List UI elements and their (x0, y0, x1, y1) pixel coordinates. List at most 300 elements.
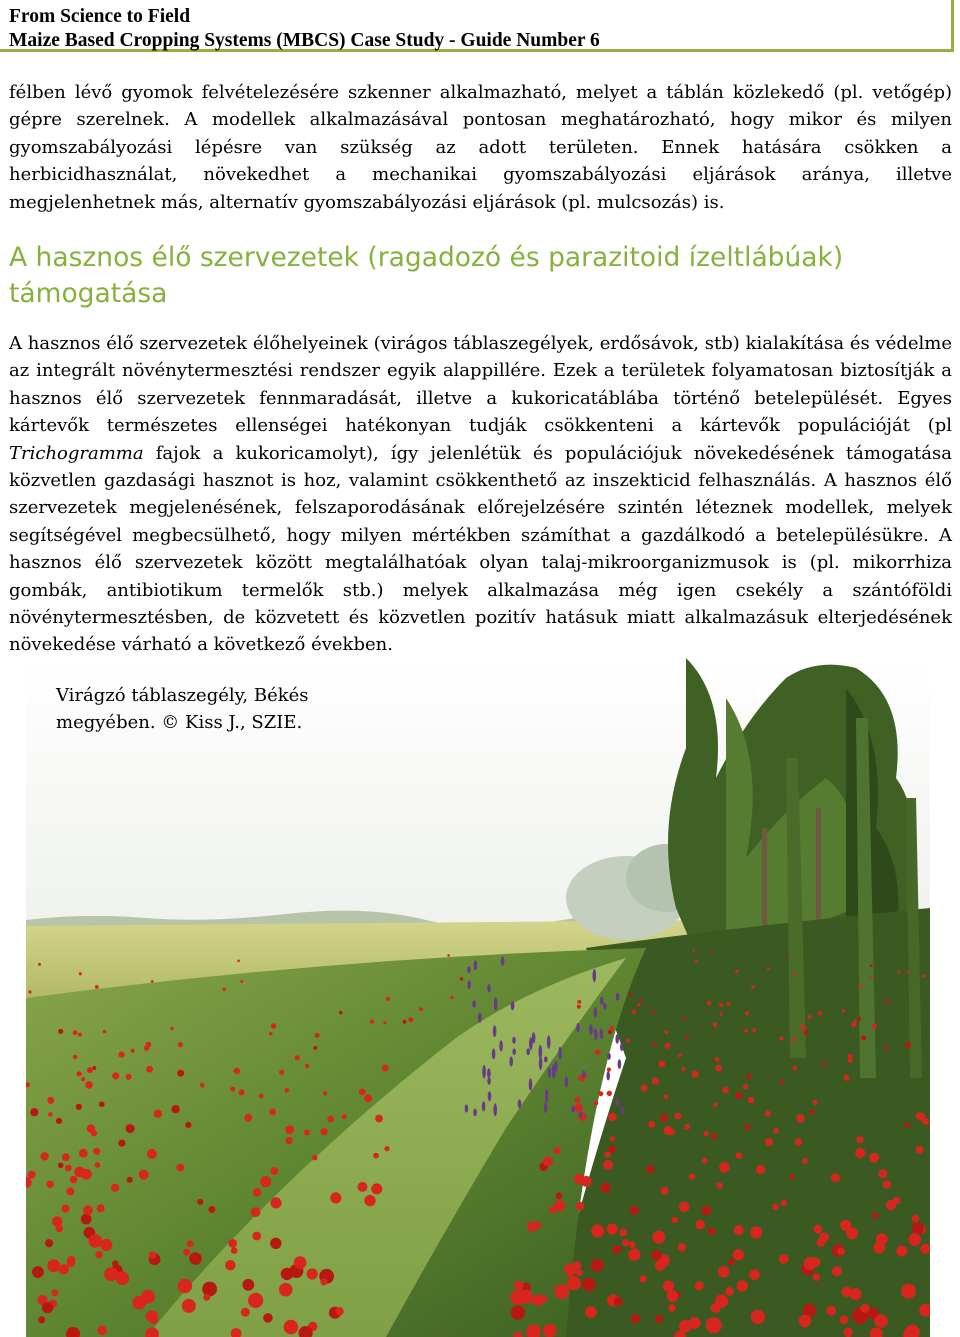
poppy-flower (230, 1087, 235, 1092)
purple-flower (488, 1091, 492, 1101)
poppy-flower (667, 1290, 679, 1302)
poppy-flower (631, 1314, 640, 1323)
purple-flower (606, 1071, 610, 1080)
poppy-flower (725, 1287, 734, 1296)
poppy-flower (651, 1250, 661, 1260)
poppy-flower (629, 1242, 635, 1248)
poppy-flower (154, 1110, 162, 1118)
poppy-flower (202, 1282, 217, 1297)
purple-flower (548, 1067, 552, 1077)
purple-flower (501, 956, 505, 965)
poppy-flower (79, 1169, 86, 1176)
poppy-flower (146, 1310, 158, 1322)
figure-caption (56, 682, 356, 737)
poppy-flower (916, 1146, 924, 1154)
poppy-flower (203, 1294, 210, 1301)
poppy-flower (745, 1011, 749, 1015)
poppy-flower (715, 1057, 720, 1062)
poppy-flower (178, 1279, 192, 1293)
poppy-flower (804, 1030, 809, 1035)
poppy-flower (370, 1020, 374, 1024)
purple-flower (582, 1070, 586, 1078)
poppy-flower (38, 1316, 45, 1323)
poppy-flower (679, 1202, 689, 1212)
poppy-flower (886, 1200, 896, 1210)
poppy-flower (384, 1146, 389, 1151)
body-paragraph-weeds: félben lévő gyomok felvételezésére szkenner alkalmazható, melyet a táblán közlekedő (pl. vetőgép) gépre szerelnek. A modellek alkalmazásával pontosan meghatározható, hogy mikor és milyen gyomszabályozási lépésre van szükség az adott területen. Ennek hatására csökken a herbicidhasználat, növekedhet a mechanikai gyomszabályozási eljárások aránya, illetve megjelenhetnek más, alternatív gyomszabályozási eljárások (pl. mulcsozás) is. (9, 82, 952, 213)
purple-flower (467, 966, 471, 973)
poppy-flower (144, 1045, 149, 1050)
poppy-flower (58, 1163, 64, 1169)
paragraph-text-part2: fajok a kukoricamolyt), így jelenlétük és populációjuk növekedésének támogatása közvetlen gazdasági hasznot is hoz, valamint csökkenthető az inszekticid felhasználás. A hasznos élő szervezetek megjelenésének, felszaporodásának előrejelzésére szintén léteznek modellek, melyek segítségével megbecsülhető, hogy milyen mértékben számíthat a gazdálkodó a betelepülésükre. A hasznos élő szervezetek között megtalálhatóak olyan talaj-mikroorganizmusok is (pl. mikorrhiza gombák, antibiotikum termelők stb.) melyek alkalmazása még igen csekély a szántóföldi növénytermesztésben, de közvetett és közvetlen pozitív hatásuk miatt alkalmazásuk elterjedésének növekedése várható a következő években. (9, 442, 952, 656)
purple-flower (526, 1048, 530, 1055)
poppy-flower (832, 1266, 842, 1276)
poppy-flower (271, 1023, 276, 1028)
poppy-flower (601, 1183, 611, 1193)
poppy-flower (575, 1097, 581, 1103)
poppy-flower (95, 1162, 101, 1168)
poppy-flower (811, 1257, 821, 1267)
poppy-flower (608, 1113, 617, 1122)
poppy-flower (323, 1091, 328, 1096)
poppy-flower (672, 1217, 678, 1223)
poppy-flower (591, 1224, 604, 1237)
poppy-flower (382, 1065, 389, 1072)
poppy-flower (270, 1238, 281, 1249)
poppy-flower (640, 999, 643, 1002)
poppy-flower (922, 975, 925, 978)
poppy-flower (87, 1125, 95, 1133)
poppy-flower (807, 1015, 811, 1019)
poppy-flower (652, 1231, 665, 1244)
poppy-flower (752, 1028, 756, 1032)
poppy-flower (170, 1027, 173, 1030)
poppy-flower (228, 1239, 237, 1248)
poppy-flower (553, 1147, 560, 1154)
poppy-flower (237, 960, 240, 963)
poppy-flower (837, 1248, 845, 1256)
poppy-flower (661, 1187, 669, 1195)
poppy-flower (52, 1216, 62, 1226)
poppy-flower (78, 1033, 82, 1037)
poppy-flower (177, 1070, 184, 1077)
poppy-flower (683, 1017, 686, 1020)
poppy-flower (270, 1197, 281, 1208)
poppy-flower (719, 1013, 722, 1016)
poppy-flower (843, 1075, 849, 1081)
purple-flower (620, 1043, 624, 1051)
poppy-flower (874, 1314, 888, 1328)
poppy-flower (901, 1284, 916, 1299)
poppy-flower (751, 986, 754, 989)
poppy-flower (85, 1081, 93, 1089)
poppy-flower (97, 1204, 105, 1212)
poppy-flower (813, 1225, 822, 1234)
poppy-flower (460, 977, 463, 980)
poppy-flower (780, 1080, 784, 1084)
purple-flower (472, 1000, 476, 1007)
poppy-flower (519, 1290, 533, 1304)
poppy-flower (576, 1202, 585, 1211)
poppy-flower (47, 1097, 54, 1104)
poppy-flower (774, 1128, 779, 1133)
poppy-flower (532, 1295, 543, 1306)
poppy-flower (696, 1220, 706, 1230)
poppy-flower (779, 1036, 783, 1040)
purple-flower (594, 1007, 598, 1017)
poppy-flower (715, 1065, 722, 1072)
poppy-flower (674, 1113, 681, 1120)
poppy-flower (93, 1148, 100, 1155)
poppy-flower (748, 1097, 755, 1104)
poppy-flower (567, 1276, 581, 1290)
poppy-flower (225, 1260, 235, 1270)
poppy-flower (576, 1269, 583, 1276)
poppy-flower (104, 1267, 118, 1281)
poppy-flower (912, 1222, 924, 1234)
poppy-flower (304, 1130, 310, 1136)
poppy-flower (185, 1122, 191, 1128)
poppy-flower (781, 1200, 787, 1206)
poppy-flower (79, 1149, 88, 1158)
caption-line-1: Virágzó táblaszegély, Békés (56, 685, 309, 706)
purple-flower (518, 1099, 522, 1108)
poppy-flower (735, 1092, 742, 1099)
poppy-flower (695, 960, 698, 963)
poppy-flower (660, 1114, 668, 1122)
poppy-flower (58, 1029, 63, 1034)
poppy-flower (577, 1005, 581, 1009)
poppy-flower (307, 1268, 318, 1279)
poppy-flower (870, 964, 873, 967)
poppy-flower (111, 1184, 119, 1192)
poppy-flower (692, 1071, 699, 1078)
poppy-flower (801, 1025, 806, 1030)
poppy-flower (103, 1030, 107, 1034)
poppy-flower (665, 1031, 669, 1035)
poppy-flower (269, 1032, 273, 1036)
poppy-flower (66, 1187, 74, 1195)
poppy-flower (279, 1283, 293, 1297)
poppy-flower (684, 1124, 690, 1130)
poppy-flower (848, 1289, 855, 1296)
poppy-flower (112, 1072, 119, 1079)
poppy-flower (248, 1293, 263, 1308)
poppy-flower (628, 1249, 640, 1261)
poppy-flower (869, 1153, 879, 1163)
poppy-flower (839, 1316, 848, 1325)
poppy-flower (872, 1213, 878, 1219)
poppy-flower (719, 1003, 723, 1007)
purple-flower (493, 1103, 497, 1116)
poppy-flower (629, 993, 633, 997)
purple-flower (547, 1035, 551, 1049)
poppy-flower (62, 1205, 70, 1213)
poppy-flower (896, 1245, 907, 1256)
poppy-flower (639, 1275, 646, 1282)
poppy-flower (339, 1011, 343, 1015)
poppy-flower (765, 1111, 771, 1117)
poppy-flower (792, 1038, 796, 1042)
poppy-flower (28, 990, 31, 993)
purple-flower (554, 1061, 558, 1072)
poppy-flower (695, 1281, 704, 1290)
poppy-flower (514, 1281, 523, 1290)
purple-flower (600, 996, 604, 1005)
poppy-flower (756, 1165, 765, 1174)
purple-flower (620, 1107, 624, 1114)
poppy-flower (65, 1165, 72, 1172)
poppy-flower (646, 1165, 654, 1173)
poppy-flower (655, 1315, 663, 1323)
poppy-flower (856, 1136, 863, 1143)
poppy-flower (765, 1138, 773, 1146)
poppy-flower (149, 1252, 156, 1259)
poppy-flower (81, 1214, 92, 1225)
poppy-flower (851, 1022, 856, 1027)
poppy-flower (658, 1061, 665, 1068)
poppy-flower (810, 1110, 815, 1115)
poppy-flower (610, 1026, 614, 1030)
poppy-flower (386, 997, 390, 1001)
poppy-flower (793, 973, 796, 976)
poppy-flower (734, 1225, 744, 1235)
poppy-flower (716, 1183, 722, 1189)
poppy-flower (614, 1297, 623, 1306)
poppy-flower (383, 1021, 386, 1024)
poppy-flower (239, 1089, 245, 1095)
poppy-flower (630, 1206, 639, 1215)
poppy-flower (885, 999, 889, 1003)
poppy-flower (76, 1104, 82, 1110)
poppy-flower (371, 1183, 382, 1194)
poppy-flower (722, 1087, 729, 1094)
poppy-flower (556, 1192, 563, 1199)
poppy-flower (812, 1100, 817, 1105)
poppy-flower (131, 1049, 135, 1053)
poppy-flower (259, 1094, 264, 1099)
poppy-flower (655, 1260, 666, 1271)
poppy-flower (704, 1131, 709, 1136)
purple-flower (616, 993, 620, 1001)
purple-flower (499, 1040, 503, 1051)
poppy-flower (706, 1317, 722, 1333)
poppy-flower (702, 1158, 708, 1164)
poppy-flower (95, 985, 99, 989)
poppy-flower (330, 1192, 341, 1203)
purple-flower (618, 1059, 622, 1069)
poppy-flower (907, 971, 910, 974)
purple-flower (544, 1056, 548, 1062)
purple-flower (494, 997, 498, 1010)
poppy-flower (857, 1017, 861, 1021)
purple-flower (529, 1037, 533, 1050)
poppy-flower (32, 1266, 44, 1278)
purple-flower (576, 1023, 580, 1033)
poppy-flower (860, 1304, 869, 1313)
poppy-flower (200, 1083, 205, 1088)
poppy-flower (177, 1164, 185, 1172)
poppy-flower (419, 1007, 423, 1011)
flowering-field-margin-photo (26, 658, 930, 1337)
poppy-flower (359, 1089, 366, 1096)
poppy-flower (358, 1182, 368, 1192)
poppy-flower (279, 1070, 284, 1075)
poppy-flower (543, 1324, 557, 1337)
purple-flower (589, 1024, 593, 1035)
poppy-flower (607, 1068, 611, 1072)
purple-flower (465, 1104, 469, 1112)
poppy-flower (28, 1171, 36, 1179)
poppy-flower (812, 1273, 820, 1281)
purple-flower (493, 1025, 497, 1037)
poppy-flower (574, 1174, 585, 1185)
poppy-flower (632, 1010, 636, 1014)
poppy-flower (554, 1285, 569, 1300)
poppy-flower (707, 1001, 711, 1005)
poppy-flower (885, 1046, 889, 1050)
poppy-flower (772, 1204, 779, 1211)
poppy-flower (295, 1055, 300, 1060)
purple-flower (545, 1089, 549, 1103)
poppy-flower (286, 1137, 293, 1144)
poppy-flower (679, 1320, 692, 1333)
poppy-flower (189, 1252, 202, 1265)
poppy-flower (912, 1215, 920, 1223)
poppy-flower (795, 1138, 802, 1145)
poppy-flower (51, 1289, 58, 1296)
poppy-flower (648, 1121, 655, 1128)
poppy-flower (786, 954, 789, 957)
poppy-flower (95, 1251, 102, 1258)
poppy-flower (73, 1055, 78, 1060)
purple-flower (482, 1065, 486, 1079)
poppy-flower (285, 1088, 290, 1093)
poppy-flower (408, 1017, 413, 1022)
poppy-flower (315, 1033, 320, 1038)
poppy-flower (241, 1308, 250, 1317)
poppy-flower (818, 1011, 823, 1016)
purple-flower (607, 1053, 611, 1060)
poppy-flower (719, 1162, 730, 1173)
poppy-flower (744, 1029, 748, 1033)
poppy-flower (909, 1233, 922, 1246)
poppy-flower (619, 1229, 627, 1237)
poppy-flower (743, 1084, 748, 1089)
poppy-flower (577, 1000, 581, 1004)
poppy-flower (872, 1024, 877, 1029)
poppy-flower (792, 1066, 797, 1071)
poppy-flower (861, 1035, 866, 1040)
purple-flower (474, 960, 478, 970)
poppy-flower (242, 1279, 254, 1291)
poppy-flower (139, 1170, 149, 1180)
purple-flower (467, 980, 471, 989)
poppy-flower (607, 1091, 612, 1096)
poppy-flower (822, 1063, 826, 1067)
poppy-flower (234, 1068, 240, 1074)
poppy-flower (603, 1160, 613, 1170)
poppy-flower (713, 1103, 717, 1107)
poppy-flower (42, 1302, 53, 1313)
poppy-flower (342, 1114, 347, 1119)
poppy-flower (151, 980, 154, 983)
purple-flower (487, 1068, 491, 1078)
poppy-flower (737, 1281, 748, 1292)
poppy-flower (146, 1066, 153, 1073)
purple-flower (492, 1048, 496, 1059)
poppy-flower (375, 1115, 383, 1123)
poppy-flower (450, 996, 453, 999)
purple-flower (529, 1078, 533, 1090)
poppy-flower (750, 1226, 762, 1238)
poppy-flower (141, 1290, 155, 1304)
purple-flower (487, 1077, 491, 1085)
poppy-flower (855, 1148, 865, 1158)
poppy-flower (112, 1260, 118, 1266)
header-guide-title: Maize Based Cropping Systems (MBCS) Case Study - Guide Number 6 (9, 30, 600, 51)
poppy-flower (612, 1245, 621, 1254)
poppy-flower (664, 1095, 669, 1100)
poppy-flower (118, 1140, 125, 1147)
poppy-flower (728, 1258, 735, 1265)
poppy-flower (746, 1074, 751, 1079)
poppy-flower (846, 1227, 858, 1239)
poppy-flower (920, 1244, 930, 1254)
purple-flower (544, 1102, 548, 1113)
poppy-flower (595, 1050, 600, 1055)
poppy-flower (626, 1039, 630, 1043)
poppy-flower (40, 1152, 48, 1160)
purple-flower (565, 1076, 569, 1087)
poppy-flower (373, 1153, 379, 1159)
poppy-flower (231, 1247, 238, 1254)
poppy-flower (663, 1280, 674, 1291)
poppy-flower (711, 1133, 717, 1139)
poppy-flower (708, 1227, 716, 1235)
document-header (0, 0, 954, 52)
poppy-flower (182, 1299, 196, 1313)
poppy-flower (844, 1328, 853, 1337)
poppy-flower (713, 1022, 718, 1027)
poppy-flower (30, 1108, 38, 1116)
poppy-flower (197, 1199, 203, 1205)
purple-flower (593, 969, 597, 982)
poppy-flower (244, 1114, 252, 1122)
body-paragraph-beneficials (9, 330, 952, 659)
poppy-flower (126, 1074, 132, 1080)
purple-flower (478, 1012, 482, 1023)
poppy-flower (92, 1066, 96, 1070)
poppy-flower (668, 1304, 676, 1312)
poppy-flower (89, 1234, 103, 1248)
purple-flower (512, 1048, 516, 1055)
purple-flower (571, 1105, 575, 1112)
poppy-flower (745, 1125, 751, 1131)
poppy-flower (364, 1195, 375, 1206)
header-series-title: From Science to Field (9, 6, 191, 27)
poppy-flower (81, 1077, 85, 1081)
poppy-flower (817, 1238, 826, 1247)
poppy-flower (73, 1030, 78, 1035)
poppy-flower (598, 1091, 603, 1096)
purple-flower (473, 1109, 477, 1117)
poppy-flower (789, 1174, 794, 1179)
poppy-flower (45, 1239, 53, 1247)
purple-flower (482, 1101, 486, 1111)
poppy-flower (46, 1181, 53, 1188)
poppy-flower (77, 1071, 82, 1076)
